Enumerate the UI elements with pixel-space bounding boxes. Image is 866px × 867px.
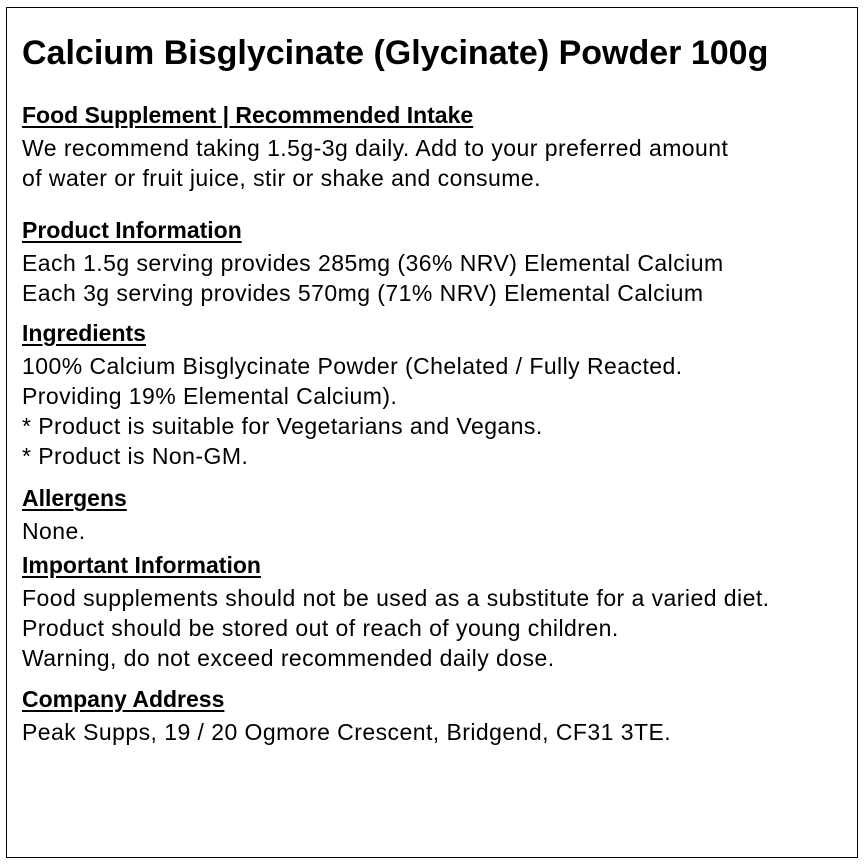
allergens-line-1: None.	[22, 518, 86, 544]
ingredients-line-4: * Product is Non-GM.	[22, 443, 249, 469]
important-information-line-2: Product should be stored out of reach of young children.	[22, 615, 619, 641]
ingredients-line-3: * Product is suitable for Vegetarians and Vegans.	[22, 413, 543, 439]
product-information-line-2: Each 3g serving provides 570mg (71% NRV) Elemental Calcium	[22, 280, 704, 306]
heading-product-information: Product Information	[22, 217, 242, 243]
heading-company-address: Company Address	[22, 686, 225, 712]
company-address-line-1: Peak Supps, 19 / 20 Ogmore Crescent, Bridgend, CF31 3TE.	[22, 719, 672, 745]
product-title: Calcium Bisglycinate (Glycinate) Powder 100g	[22, 34, 769, 72]
product-label	[6, 7, 858, 858]
recommended-intake-line-2: of water or fruit juice, stir or shake and consume.	[22, 165, 541, 191]
important-information-line-1: Food supplements should not be used as a substitute for a varied diet.	[22, 585, 770, 611]
heading-recommended-intake: Food Supplement | Recommended Intake	[22, 102, 474, 128]
product-information-line-1: Each 1.5g serving provides 285mg (36% NRV) Elemental Calcium	[22, 250, 724, 276]
ingredients-line-1: 100% Calcium Bisglycinate Powder (Chelated / Fully Reacted.	[22, 353, 683, 379]
ingredients-line-2: Providing 19% Elemental Calcium).	[22, 383, 398, 409]
important-information-line-3: Warning, do not exceed recommended daily dose.	[22, 645, 555, 671]
heading-allergens: Allergens	[22, 485, 127, 511]
heading-important-information: Important Information	[22, 552, 261, 578]
heading-ingredients: Ingredients	[22, 320, 146, 346]
recommended-intake-line-1: We recommend taking 1.5g-3g daily. Add to your preferred amount	[22, 135, 729, 161]
